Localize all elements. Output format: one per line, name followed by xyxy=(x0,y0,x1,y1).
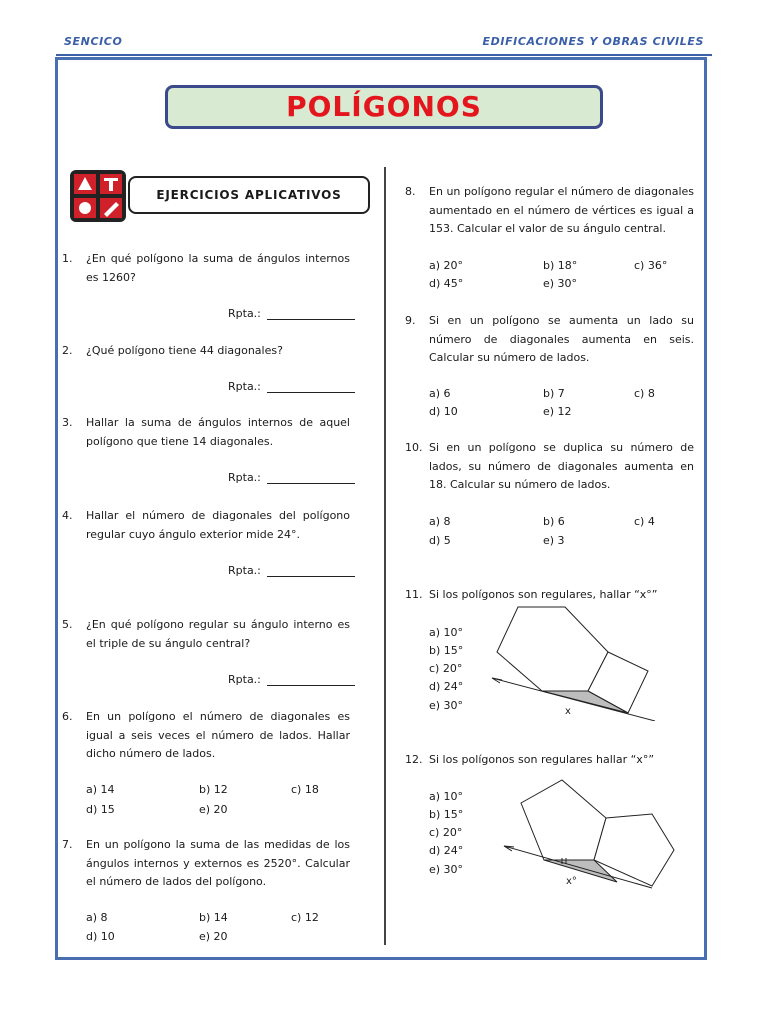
question-number: 10. xyxy=(405,441,423,454)
question-text: ¿Qué polígono tiene 44 diagonales? xyxy=(86,344,283,357)
option-a: a) 20° xyxy=(429,259,464,272)
option-e: e) 30° xyxy=(543,277,578,290)
rpta-label: Rpta.: xyxy=(228,380,261,393)
sencico-logo-icon xyxy=(70,170,126,222)
question-number: 6. xyxy=(62,710,73,723)
option-c: c) 20° xyxy=(429,662,463,675)
option-b: b) 18° xyxy=(543,259,578,272)
rpta-label: Rpta.: xyxy=(228,307,261,320)
question-text: En un polígono el número de diagonales es igual a seis veces el número de lados. Hallar dicho número de lados. xyxy=(86,710,350,760)
option-d: d) 10 xyxy=(86,930,115,943)
answer-blank xyxy=(267,673,355,686)
option-b: b) 15° xyxy=(429,808,464,821)
pentagon-hexagon-figure xyxy=(502,778,692,893)
question-text: Si los polígonos son regulares hallar “x°” xyxy=(429,753,655,766)
option-d: d) 5 xyxy=(429,534,451,547)
option-d: d) 10 xyxy=(429,405,458,418)
option-c: c) 36° xyxy=(634,259,668,272)
rpta-label: Rpta.: xyxy=(228,564,261,577)
option-b: b) 15° xyxy=(429,644,464,657)
page-title: POLÍGONOS xyxy=(286,90,482,123)
angle-label: x° xyxy=(566,876,577,887)
question-text: Si los polígonos son regulares, hallar “x°” xyxy=(429,588,658,601)
question-text: En un polígono regular el número de diagonales aumentado en el número de vértices es igual a 153. Calcular el valor de su ángulo central. xyxy=(429,185,694,235)
option-c: c) 8 xyxy=(634,387,655,400)
option-a: a) 10° xyxy=(429,626,464,639)
question-number: 1. xyxy=(62,252,73,265)
option-d: d) 45° xyxy=(429,277,464,290)
option-e: e) 30° xyxy=(429,863,464,876)
question-text: ¿En qué polígono regular su ángulo interno es el triple de su ángulo central? xyxy=(86,618,350,650)
option-b: b) 6 xyxy=(543,515,565,528)
option-a: a) 8 xyxy=(429,515,451,528)
header-right: EDIFICACIONES Y OBRAS CIVILES xyxy=(482,35,704,48)
option-c: c) 12 xyxy=(291,911,319,924)
option-b: b) 12 xyxy=(199,783,228,796)
header-divider xyxy=(56,54,712,56)
answer-line xyxy=(228,380,355,393)
answer-line xyxy=(228,564,355,577)
question-number: 7. xyxy=(62,838,73,851)
option-e: e) 20 xyxy=(199,930,228,943)
option-d: d) 24° xyxy=(429,680,464,693)
question-text: Si en un polígono se duplica su número de lados, su número de diagonales aumenta en 18. Calcular su número de lados. xyxy=(429,441,694,491)
question-number: 2. xyxy=(62,344,73,357)
option-e: e) 12 xyxy=(543,405,572,418)
answer-line xyxy=(228,673,355,686)
question-number: 3. xyxy=(62,416,73,429)
option-e: e) 30° xyxy=(429,699,464,712)
title-box xyxy=(165,85,603,129)
question-number: 11. xyxy=(405,588,423,601)
answer-line xyxy=(228,471,355,484)
option-e: e) 20 xyxy=(199,803,228,816)
angle-label: x xyxy=(565,706,571,717)
question-text: ¿En qué polígono la suma de ángulos internos es 1260? xyxy=(86,252,350,284)
option-a: a) 8 xyxy=(86,911,108,924)
option-a: a) 10° xyxy=(429,790,464,803)
answer-blank xyxy=(267,307,355,320)
question-text: Hallar la suma de ángulos internos de aquel polígono que tiene 14 diagonales. xyxy=(86,416,350,448)
answer-line xyxy=(228,307,355,320)
question-text: En un polígono la suma de las medidas de los ángulos internos y externos es 2520°. Calcular el número de lados del polígono. xyxy=(86,838,350,888)
option-c: c) 4 xyxy=(634,515,655,528)
option-d: d) 15 xyxy=(86,803,115,816)
option-d: d) 24° xyxy=(429,844,464,857)
answer-blank xyxy=(267,380,355,393)
option-c: c) 20° xyxy=(429,826,463,839)
option-e: e) 3 xyxy=(543,534,565,547)
option-a: a) 14 xyxy=(86,783,115,796)
question-number: 5. xyxy=(62,618,73,631)
answer-blank xyxy=(267,564,355,577)
question-number: 4. xyxy=(62,509,73,522)
question-number: 12. xyxy=(405,753,423,766)
question-text: Si en un polígono se aumenta un lado su número de diagonales aumenta en seis. Calcular su número de lados. xyxy=(429,314,694,364)
question-text: Hallar el número de diagonales del polígono regular cuyo ángulo exterior mide 24°. xyxy=(86,509,350,541)
option-a: a) 6 xyxy=(429,387,451,400)
column-divider xyxy=(384,167,386,945)
section-title: EJERCICIOS APLICATIVOS xyxy=(128,176,370,214)
option-b: b) 7 xyxy=(543,387,565,400)
hexagon-square-figure xyxy=(490,606,670,721)
rpta-label: Rpta.: xyxy=(228,673,261,686)
option-c: c) 18 xyxy=(291,783,319,796)
question-number: 8. xyxy=(405,185,416,198)
option-b: b) 14 xyxy=(199,911,228,924)
answer-blank xyxy=(267,471,355,484)
question-number: 9. xyxy=(405,314,416,327)
rpta-label: Rpta.: xyxy=(228,471,261,484)
header-left: SENCICO xyxy=(64,35,123,48)
